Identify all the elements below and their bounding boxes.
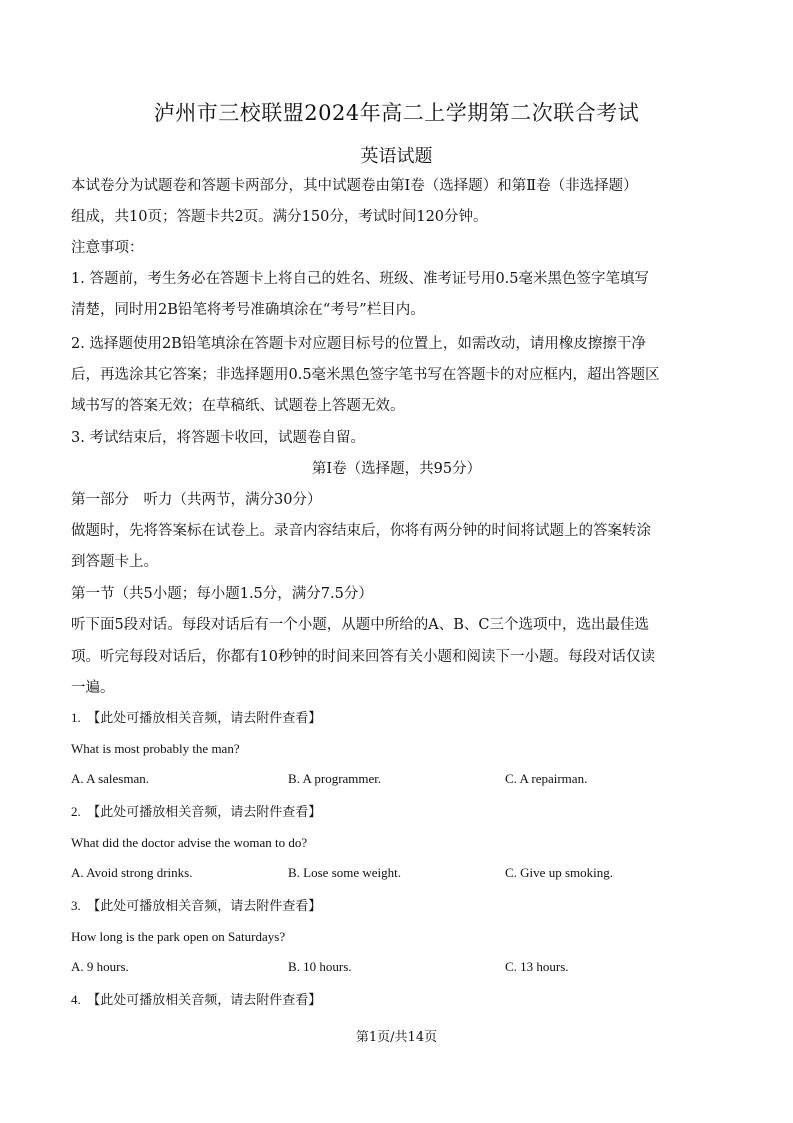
question-stem: What is most probably the man? xyxy=(71,741,240,756)
intro-line: 本试卷分为试题卷和答题卡两部分，其中试题卷由第Ⅰ卷（选择题）和第Ⅱ卷（非选择题） xyxy=(71,178,638,194)
notice-heading: 注意事项： xyxy=(71,240,144,256)
section-instruction-line: 项。听完每段对话后，你都有10秒钟的时间来回答有关小题和阅读下一小题。每段对话仅读 xyxy=(71,649,655,665)
part-instruction-line: 做题时，先将答案标在试卷上。录音内容结束后，你将有两分钟的时间将试题上的答案转涂 xyxy=(71,523,651,539)
exam-subtitle: 英语试题 xyxy=(360,146,433,167)
audio-placeholder[interactable]: 2. 【此处可播放相关音频，请去附件查看】 xyxy=(71,804,322,819)
section-instruction-line: 一遍。 xyxy=(71,680,115,696)
option-c: C. Give up smoking. xyxy=(505,865,613,880)
option-b: B. A programmer. xyxy=(288,771,382,786)
option-a: A. A salesman. xyxy=(71,771,149,786)
option-c: C. A repairman. xyxy=(505,771,588,786)
option-b: B. Lose some weight. xyxy=(288,865,402,880)
notice-line: 域书写的答案无效；在草稿纸、试题卷上答题无效。 xyxy=(71,398,405,414)
notice-line: 3. 考试结束后，将答题卡收回，试题卷自留。 xyxy=(71,430,365,446)
page-footer: 第1页/共14页 xyxy=(355,1030,438,1045)
part-title: 第一部分 听力（共两节，满分30分） xyxy=(71,492,322,508)
option-a: A. Avoid strong drinks. xyxy=(71,865,193,880)
question-stem: What did the doctor advise the woman to do? xyxy=(71,835,308,850)
option-b: B. 10 hours. xyxy=(288,959,352,974)
question-stem: How long is the park open on Saturdays? xyxy=(71,929,286,944)
exam-title: 泸州市三校联盟2024年高二上学期第二次联合考试 xyxy=(153,101,640,125)
intro-line: 组成，共10页；答题卡共2页。满分150分，考试时间120分钟。 xyxy=(71,209,488,225)
notice-line: 后，再选涂其它答案；非选择题用0.5毫米黑色签字笔书写在答题卡的对应框内，超出答题区 xyxy=(71,367,660,383)
audio-placeholder[interactable]: 4. 【此处可播放相关音频，请去附件查看】 xyxy=(71,992,322,1007)
part-instruction-line: 到答题卡上。 xyxy=(71,554,158,570)
section-title: 第一节（共5小题；每小题1.5分，满分7.5分） xyxy=(71,586,373,602)
volume-title: 第Ⅰ卷（选择题，共95分） xyxy=(311,461,482,477)
notice-line: 清楚，同时用2B铅笔将考号准确填涂在“考号”栏目内。 xyxy=(71,302,425,318)
audio-placeholder[interactable]: 1. 【此处可播放相关音频，请去附件查看】 xyxy=(71,710,322,725)
section-instruction-line: 听下面5段对话。每段对话后有一个小题，从题中所给的A、B、C三个选项中，选出最佳选 xyxy=(71,617,649,633)
option-c: C. 13 hours. xyxy=(505,959,569,974)
notice-line: 1. 答题前，考生务必在答题卡上将自己的姓名、班级、准考证号用0.5毫米黑色签字笔填写 xyxy=(71,271,649,287)
notice-line: 2. 选择题使用2B铅笔填涂在答题卡对应题目标号的位置上，如需改动，请用橡皮擦擦干净 xyxy=(71,336,646,352)
option-a: A. 9 hours. xyxy=(71,959,129,974)
audio-placeholder[interactable]: 3. 【此处可播放相关音频，请去附件查看】 xyxy=(71,898,322,913)
